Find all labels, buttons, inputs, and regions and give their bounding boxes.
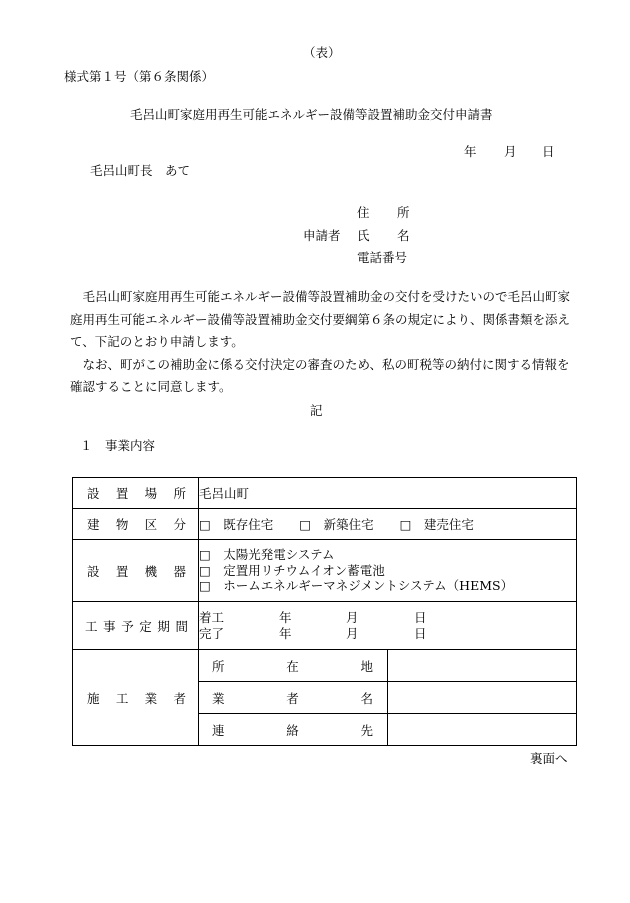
label-char: 定 [139, 618, 152, 634]
label-char: 所 [212, 658, 225, 674]
solar-pv-checkbox[interactable]: □ 太陽光発電システム [199, 547, 335, 563]
form-number: 様式第１号（第６条関係） [64, 69, 215, 84]
date-year-label: 年 [464, 144, 477, 159]
label-char: 間 [175, 618, 188, 634]
building-type-label [73, 509, 199, 540]
label-char: 業 [144, 690, 158, 706]
body-text [70, 286, 570, 399]
label-char: 物 [115, 517, 129, 532]
addressee: 毛呂山町長 あて [90, 163, 191, 178]
start-day-label: 日 [414, 609, 427, 625]
schedule-values[interactable] [199, 602, 577, 650]
label-char: 名 [360, 690, 373, 706]
new-house-checkbox[interactable]: □ 新築住宅 [299, 517, 374, 532]
label-char: 場 [144, 486, 158, 501]
label-char: 分 [173, 517, 186, 532]
section-heading: １ 事業内容 [80, 438, 156, 453]
contractor-address-row [73, 650, 577, 682]
label-char: 建 [87, 517, 100, 532]
label-char: 者 [173, 690, 186, 706]
label-char: 在 [286, 658, 299, 674]
equipment-options [199, 540, 577, 602]
label-char: 置 [115, 563, 129, 579]
location-value[interactable]: 毛呂山町 [199, 478, 577, 509]
label-char: 置 [115, 486, 129, 501]
end-day-label: 日 [414, 625, 427, 641]
page-title: 毛呂山町家庭用再生可能エネルギー設備等設置補助金交付申請書 [130, 107, 493, 122]
footer-note: 裏面へ [530, 751, 568, 766]
label-char: 工 [115, 690, 129, 706]
label-char: 地 [360, 658, 373, 674]
ready-built-house-checkbox[interactable]: □ 建売住宅 [399, 517, 474, 532]
body-paragraph-2: なお、町がこの補助金に係る交付決定の審査のため、私の町税等の納付に関する情報を確認することに同意します。 [70, 356, 570, 394]
location-label [73, 478, 199, 509]
existing-house-checkbox[interactable]: □ 既存住宅 [199, 517, 274, 532]
contractor-contact-label [199, 714, 388, 746]
label-char: 絡 [286, 722, 299, 738]
label-char: 区 [144, 517, 158, 532]
applicant-phone-label: 電話番号 [357, 250, 408, 265]
start-label: 着工 [199, 609, 225, 625]
label-char: 者 [286, 690, 299, 706]
applicant-address-label-2: 所 [397, 205, 410, 220]
label-char: 事 [103, 618, 116, 634]
building-type-row [73, 509, 577, 540]
label-char: 設 [87, 563, 100, 579]
contractor-address-label [199, 650, 388, 682]
end-month-label: 月 [346, 625, 359, 641]
contractor-contact-field[interactable] [388, 714, 577, 746]
storage-battery-checkbox[interactable]: □ 定置用リチウムイオン蓄電池 [199, 562, 385, 578]
date-day-label: 日 [542, 144, 555, 159]
business-details-table [72, 477, 577, 746]
body-paragraph-1: 毛呂山町家庭用再生可能エネルギー設備等設置補助金の交付を受けたいので毛呂山町家庭用再生可能エネルギー設備等設置補助金交付要綱第６条の規定により、関係書類を添えて、下記のとおり申請します。 [70, 289, 571, 349]
contractor-name-field[interactable] [388, 682, 577, 714]
applicant-name-label-2: 名 [397, 228, 410, 243]
date-month-label: 月 [504, 144, 517, 159]
hems-checkbox[interactable]: □ ホームエネルギーマネジメントシステム（HEMS） [199, 578, 514, 594]
applicant-role: 申請者 [303, 228, 341, 243]
label-char: 先 [360, 722, 373, 738]
start-month-label: 月 [346, 609, 359, 625]
label-char: 機 [144, 563, 158, 579]
end-label: 完了 [199, 625, 225, 641]
label-char: 所 [173, 486, 186, 501]
label-char: 施 [87, 690, 100, 706]
start-year-label: 年 [279, 609, 292, 625]
contractor-label [73, 650, 199, 746]
label-char: 器 [173, 563, 186, 579]
applicant-name-label-1: 氏 [357, 228, 370, 243]
equipment-label [73, 540, 199, 602]
label-char: 業 [212, 690, 225, 706]
equipment-row [73, 540, 577, 602]
label-char: 連 [212, 722, 225, 738]
applicant-address-label-1: 住 [357, 205, 370, 220]
building-type-options [199, 509, 577, 540]
schedule-row [73, 602, 577, 650]
location-row [73, 478, 577, 509]
end-year-label: 年 [279, 625, 292, 641]
ki-marker: 記 [310, 403, 323, 418]
label-char: 期 [157, 618, 170, 634]
contractor-name-label [199, 682, 388, 714]
contractor-address-field[interactable] [388, 650, 577, 682]
side-marker: （表） [303, 45, 341, 60]
label-char: 設 [87, 486, 100, 501]
schedule-label [73, 602, 199, 650]
label-char: 工 [85, 618, 98, 634]
label-char: 予 [121, 618, 134, 634]
